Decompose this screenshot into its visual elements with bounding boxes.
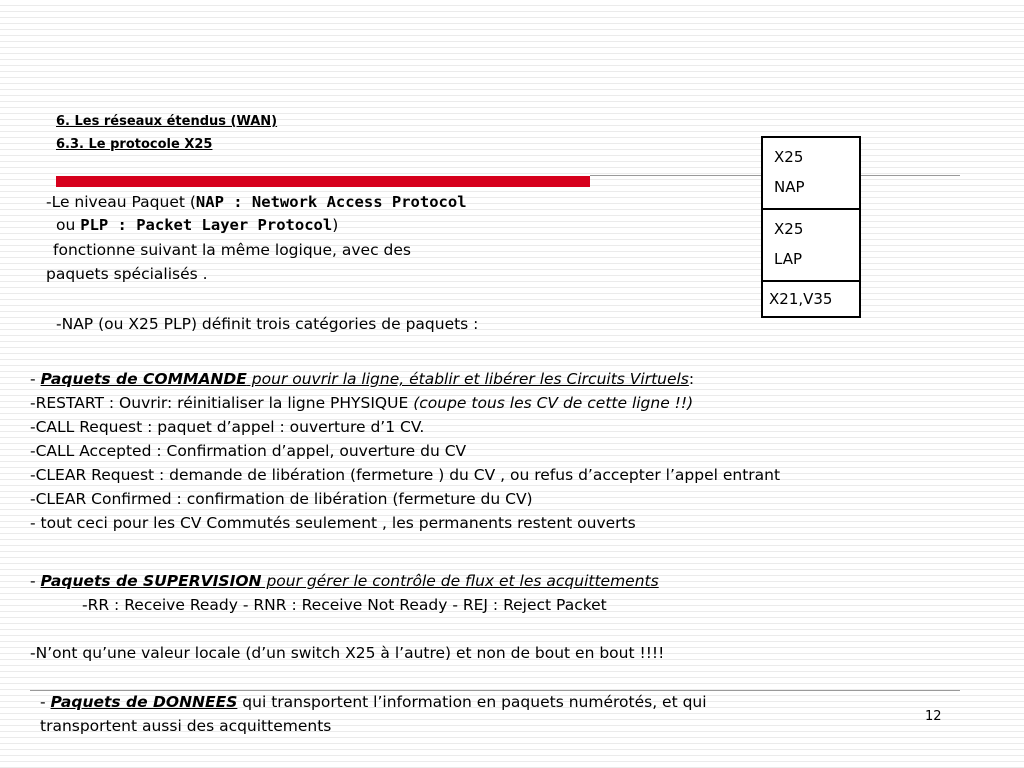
protocol-stack-diagram	[761, 136, 861, 318]
commande-item: -CLEAR Confirmed : confirmation de libération (fermeture du CV)	[30, 490, 533, 508]
commande-title: Paquets de COMMANDE	[40, 370, 247, 388]
donnees-dash: -	[40, 693, 51, 711]
accent-bar	[56, 176, 590, 187]
supervision-title: Paquets de SUPERVISION	[40, 572, 262, 590]
commande-item: -CLEAR Request : demande de libération (fermeture ) du CV , ou refus d’accepter l’appel entrant	[30, 466, 781, 484]
donnees-title: Paquets de DONNEES	[50, 693, 238, 711]
supervision-note: -N’ont qu’une valeur locale (d’un switch X25 à l’autre) et non de bout en bout !!!!	[30, 644, 665, 662]
intro-line-4: paquets spécialisés .	[46, 265, 208, 283]
subsection-title: 6.3. Le protocole X25	[56, 137, 213, 152]
supervision-packets: -RR : Receive Ready - RNR : Receive Not Ready - REJ : Reject Packet	[82, 596, 607, 614]
stack-layer-lap-line2: LAP	[774, 250, 803, 268]
donnees-heading	[40, 691, 707, 714]
intro-line-2-suffix: )	[332, 216, 339, 234]
intro-line-1	[46, 191, 467, 214]
intro-line-2-prefix: ou	[56, 216, 81, 234]
stack-layer-nap-line2: NAP	[774, 178, 805, 196]
nap-term: NAP : Network Access Protocol	[195, 193, 467, 211]
stack-layer-physical	[763, 282, 859, 316]
stack-layer-nap	[763, 138, 859, 210]
stack-layer-lap-line1: X25	[774, 220, 804, 238]
plp-term: PLP : Packet Layer Protocol	[80, 216, 333, 234]
commande-item: -CALL Accepted : Confirmation d’appel, ouverture du CV	[30, 442, 467, 460]
intro-line-1-prefix: -Le niveau Paquet (	[46, 193, 196, 211]
commande-heading	[30, 368, 694, 391]
section-title: 6. Les réseaux étendus (WAN)	[56, 114, 278, 129]
page-number: 12	[925, 709, 942, 724]
donnees-line-2: transportent aussi des acquittements	[40, 717, 332, 735]
intro-line-5: -NAP (ou X25 PLP) définit trois catégories de paquets :	[56, 315, 479, 333]
supervision-desc: pour gérer le contrôle de flux et les acquittements	[261, 572, 659, 590]
commande-item: -CALL Request : paquet d’appel : ouverture d’1 CV.	[30, 418, 425, 436]
commande-colon: :	[688, 370, 695, 388]
restart-text: -RESTART : Ouvrir: réinitialiser la ligne PHYSIQUE	[30, 394, 414, 412]
commande-item: - tout ceci pour les CV Commutés seulement , les permanents restent ouverts	[30, 514, 636, 532]
commande-dash: -	[30, 370, 41, 388]
commande-restart	[30, 392, 693, 415]
stack-layer-lap	[763, 210, 859, 282]
restart-note: (coupe tous les CV de cette ligne !!)	[413, 394, 694, 412]
donnees-desc: qui transportent l’information en paquets numérotés, et qui	[237, 693, 707, 711]
intro-line-2	[56, 214, 338, 237]
stack-layer-nap-line1: X25	[774, 148, 804, 166]
stack-layer-physical-line1: X21,V35	[769, 290, 833, 308]
commande-desc: pour ouvrir la ligne, établir et libérer les Circuits Virtuels	[246, 370, 689, 388]
supervision-heading	[30, 570, 659, 593]
intro-line-3: fonctionne suivant la même logique, avec des	[53, 241, 411, 259]
supervision-dash: -	[30, 572, 41, 590]
